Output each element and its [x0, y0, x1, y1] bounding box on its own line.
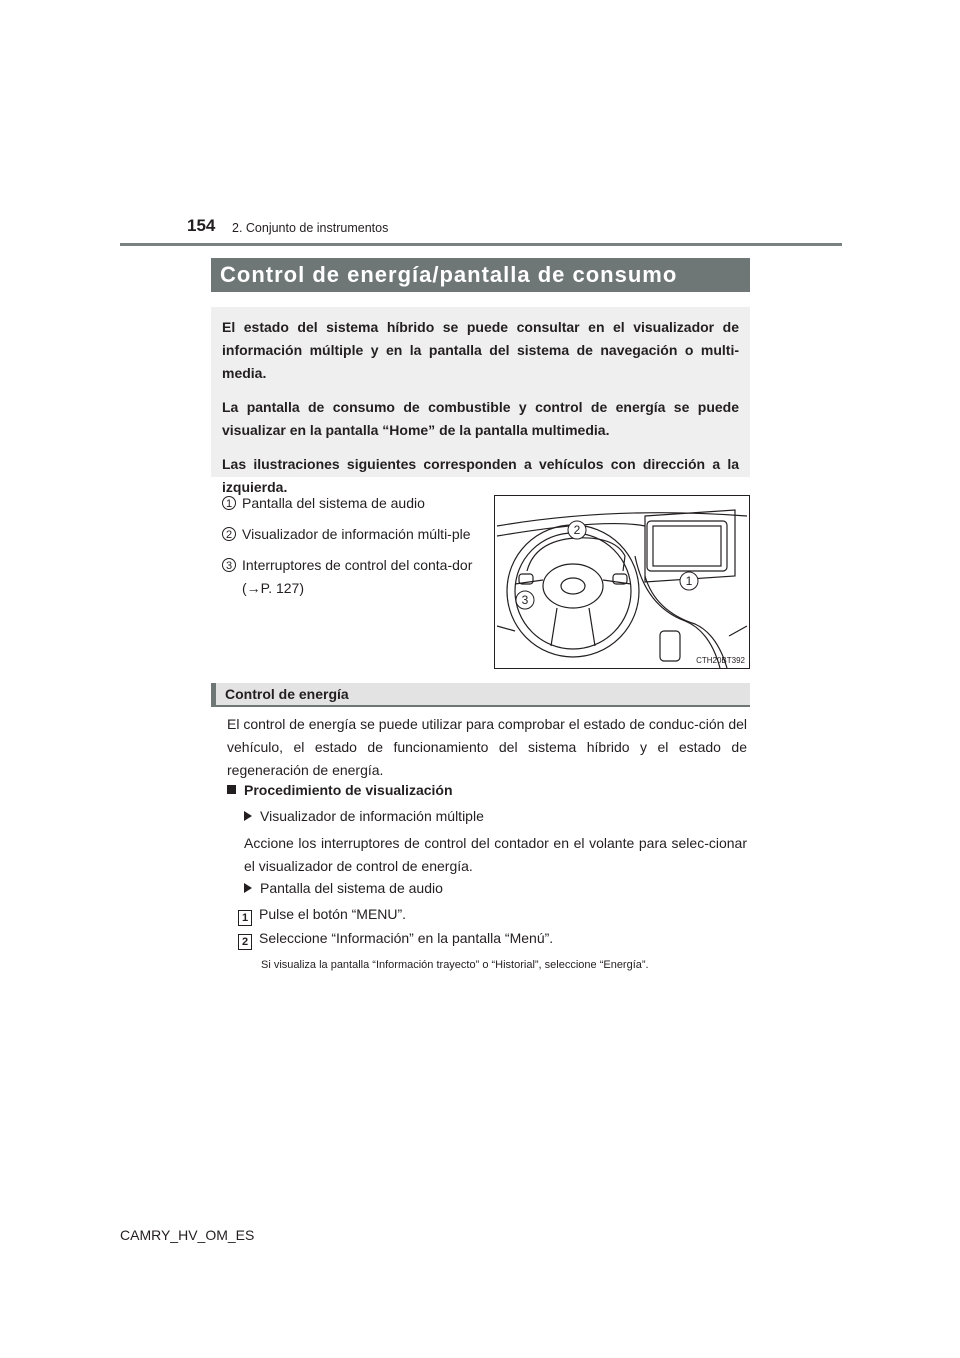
dashboard-drawing: [495, 496, 749, 668]
body-paragraph: El control de energía se puede utilizar para comprobar el estado de conduc-ción del vehículo, el estado de funcionamiento del sistema híbrido y el estado de regeneración de energía.: [227, 716, 747, 778]
header-rule: [120, 243, 842, 246]
sub-item-multi-info: [244, 808, 484, 824]
callout-item: [222, 554, 474, 600]
figure-label-3: 3: [521, 593, 529, 607]
sub-item-description: Accione los interruptores de control del contador en el volante para selec-cionar el visualizador de control de energía.: [244, 835, 747, 874]
chapter-title: 2. Conjunto de instrumentos: [232, 221, 389, 235]
note-text: Si visualiza la pantalla “Información trayecto” o “Historial”, seleccione “Energía”.: [261, 959, 649, 971]
triangle-bullet-icon: [244, 811, 252, 821]
step-text: Seleccione “Información” en la pantalla “Menú”.: [259, 930, 554, 946]
dashboard-illustration: [494, 495, 750, 669]
procedure-heading-text: Procedimiento de visualización: [244, 782, 453, 798]
page-number: 154: [187, 216, 216, 235]
figure-code: CTH20BT392: [696, 656, 745, 665]
triangle-bullet-icon: [244, 883, 252, 893]
intro-paragraph-2: La pantalla de consumo de combustible y control de energía se puede visualizar en la pantalla “Home” de la pantalla multimedia.: [222, 399, 739, 438]
procedure-heading: [227, 782, 453, 798]
callout-item: [222, 492, 474, 515]
subsection-title: Control de energía: [211, 683, 750, 707]
step-item: [238, 930, 553, 950]
callout-number: 1: [222, 496, 236, 510]
sub-item-text: Pantalla del sistema de audio: [260, 880, 443, 896]
square-bullet-icon: [227, 785, 236, 794]
intro-paragraph-1: El estado del sistema híbrido se puede consultar en el visualizador de información múltiple y en la pantalla del sistema de navegación o multi-media.: [222, 319, 739, 381]
sub-item-audio-screen: [244, 880, 443, 896]
callout-text: Interruptores de control del conta-dor (→P. 127): [242, 557, 473, 596]
footer-code: CAMRY_HV_OM_ES: [120, 1227, 255, 1243]
callout-number: 3: [222, 558, 236, 572]
step-text: Pulse el botón “MENU”.: [259, 906, 407, 922]
figure-label-2: 2: [573, 523, 581, 537]
figure-label-1: 1: [685, 574, 693, 588]
intro-box: [211, 307, 750, 495]
section-title: Control de energía/pantalla de consumo: [211, 258, 750, 292]
step-item: [238, 906, 406, 926]
callout-number: 2: [222, 527, 236, 541]
callout-text: Visualizador de información múlti-ple: [242, 526, 471, 542]
callout-item: [222, 523, 474, 546]
callout-list: [222, 492, 474, 608]
step-number: 1: [238, 910, 252, 926]
callout-text: Pantalla del sistema de audio: [242, 495, 425, 511]
intro-paragraph-3: Las ilustraciones siguientes corresponden a vehículos con dirección a la izquierda.: [222, 456, 739, 495]
step-number: 2: [238, 934, 252, 950]
sub-item-text: Visualizador de información múltiple: [260, 808, 484, 824]
